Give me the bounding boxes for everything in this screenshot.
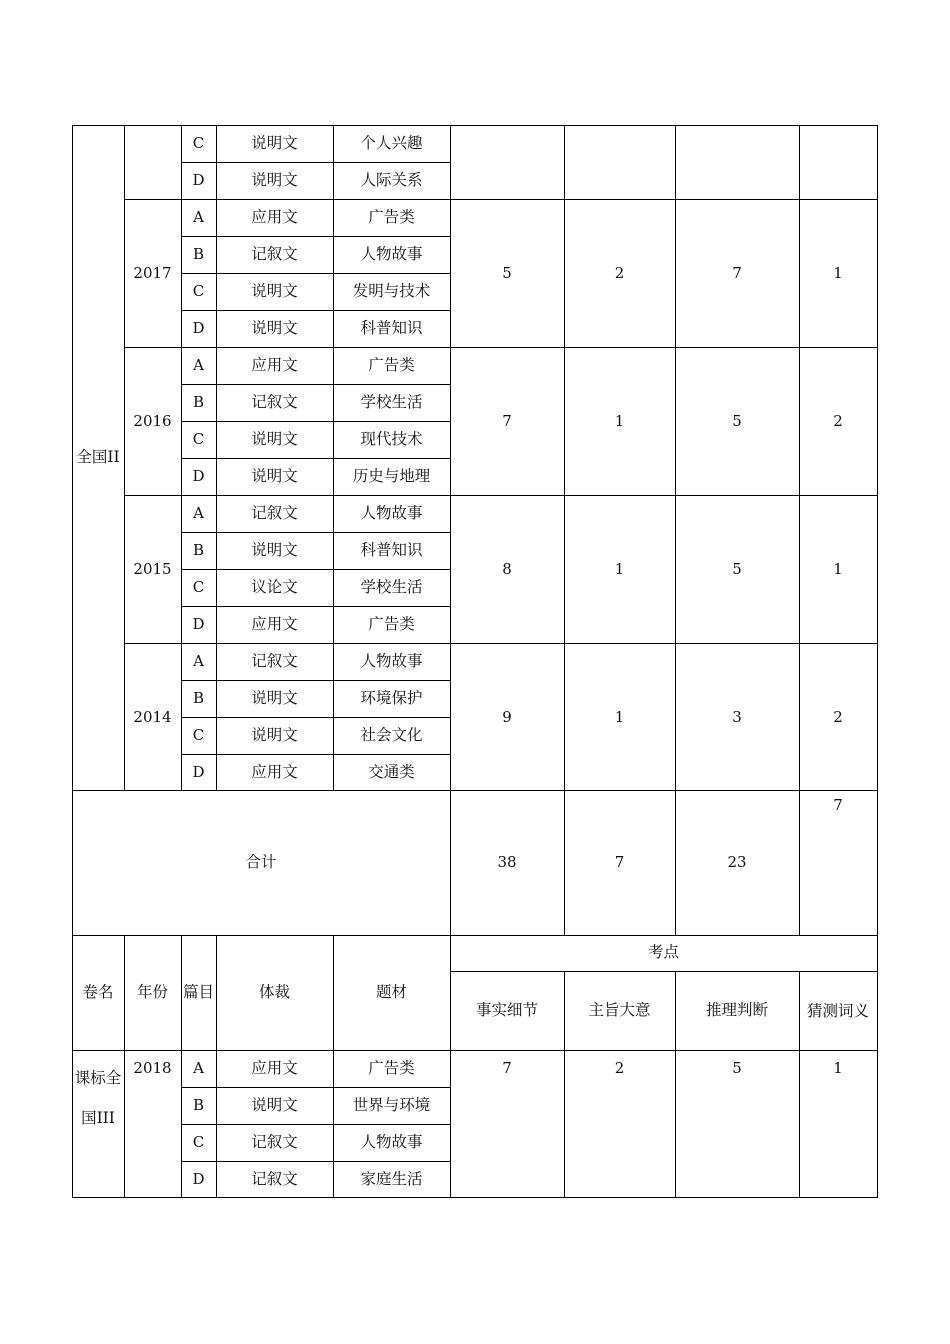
inference-count: 5 xyxy=(732,1059,742,1077)
total-main-idea: 7 xyxy=(614,853,625,871)
main-idea-count: 2 xyxy=(614,263,625,282)
piece-cell: B xyxy=(192,541,205,559)
piece-cell: C xyxy=(192,134,205,152)
fact-detail-count: 9 xyxy=(502,707,512,726)
topic-cell: 学校生活 xyxy=(360,577,423,596)
genre-cell: 说明文 xyxy=(251,466,298,485)
genre-cell: 应用文 xyxy=(251,1058,298,1077)
header-word-guess: 猜测词义 xyxy=(807,1001,870,1020)
genre-cell: 记叙文 xyxy=(251,651,298,670)
genre-cell: 说明文 xyxy=(251,281,298,300)
paper-name-cell: 全国II xyxy=(76,448,120,467)
main-idea-count: 1 xyxy=(614,411,625,430)
piece-cell: C xyxy=(192,430,205,448)
fact-detail-count: 7 xyxy=(502,411,512,430)
topic-cell: 人物故事 xyxy=(360,651,423,670)
topic-cell: 人际关系 xyxy=(360,170,423,189)
header-inference: 推理判断 xyxy=(705,1000,768,1019)
genre-cell: 说明文 xyxy=(251,725,298,744)
word-guess-count: 2 xyxy=(833,411,843,430)
genre-cell: 记叙文 xyxy=(251,244,298,263)
piece-cell: D xyxy=(192,1170,205,1188)
fact-detail-count: 5 xyxy=(502,263,512,282)
word-guess-count: 2 xyxy=(833,707,843,726)
total-fact-detail: 38 xyxy=(497,853,517,871)
topic-cell: 学校生活 xyxy=(360,392,423,411)
genre-cell: 说明文 xyxy=(251,1095,298,1114)
genre-cell: 应用文 xyxy=(251,762,298,781)
piece-cell: C xyxy=(192,578,205,596)
genre-cell: 记叙文 xyxy=(251,1132,298,1151)
topic-cell: 广告类 xyxy=(368,207,415,226)
topic-cell: 世界与环境 xyxy=(352,1095,431,1114)
genre-cell: 说明文 xyxy=(251,133,298,152)
word-guess-count: 1 xyxy=(833,1059,843,1077)
piece-cell: B xyxy=(192,1096,205,1114)
topic-cell: 人物故事 xyxy=(360,244,423,263)
topic-cell: 广告类 xyxy=(368,1058,415,1077)
inference-count: 5 xyxy=(732,411,742,430)
genre-cell: 记叙文 xyxy=(251,503,298,522)
header-piece: 篇目 xyxy=(182,982,214,1001)
main-idea-count: 1 xyxy=(614,707,625,726)
piece-cell: A xyxy=(193,208,204,226)
inference-count: 5 xyxy=(732,559,742,578)
word-guess-count: 1 xyxy=(833,263,843,282)
piece-cell: B xyxy=(192,689,205,707)
year-cell: 2016 xyxy=(133,411,172,430)
header-year: 年份 xyxy=(136,982,168,1001)
fact-detail-count: 8 xyxy=(502,559,512,578)
genre-cell: 议论文 xyxy=(251,577,298,596)
topic-cell: 家庭生活 xyxy=(360,1169,423,1188)
word-guess-count: 1 xyxy=(833,559,843,578)
piece-cell: A xyxy=(193,652,204,670)
piece-cell: C xyxy=(192,282,205,300)
piece-cell: D xyxy=(192,171,205,189)
genre-cell: 记叙文 xyxy=(251,1169,298,1188)
genre-cell: 说明文 xyxy=(251,429,298,448)
piece-cell: B xyxy=(192,245,205,263)
piece-cell: A xyxy=(193,1059,204,1077)
topic-cell: 社会文化 xyxy=(360,725,423,744)
piece-cell: C xyxy=(192,726,205,744)
topic-cell: 广告类 xyxy=(368,614,415,633)
topic-cell: 历史与地理 xyxy=(352,466,431,485)
piece-cell: D xyxy=(192,319,205,337)
genre-cell: 说明文 xyxy=(251,170,298,189)
genre-cell: 记叙文 xyxy=(251,392,298,411)
piece-cell: D xyxy=(192,615,205,633)
grid-line xyxy=(877,125,878,936)
header-topic: 题材 xyxy=(375,982,407,1001)
topic-cell: 科普知识 xyxy=(360,540,423,559)
grid-line xyxy=(877,935,878,1198)
topic-cell: 现代技术 xyxy=(360,429,423,448)
total-word-guess: 7 xyxy=(833,796,843,814)
year-cell: 2018 xyxy=(133,1059,172,1077)
piece-cell: C xyxy=(192,1133,205,1151)
header-main-idea: 主旨大意 xyxy=(588,1000,651,1019)
header-test-points: 考点 xyxy=(647,943,679,962)
header-fact-detail: 事实细节 xyxy=(475,1000,538,1019)
genre-cell: 应用文 xyxy=(251,207,298,226)
topic-cell: 广告类 xyxy=(368,355,415,374)
genre-cell: 说明文 xyxy=(251,688,298,707)
year-cell: 2017 xyxy=(133,263,172,282)
piece-cell: D xyxy=(192,763,205,781)
main-idea-count: 1 xyxy=(614,559,625,578)
inference-count: 3 xyxy=(732,707,742,726)
piece-cell: D xyxy=(192,467,205,485)
year-cell: 2015 xyxy=(133,559,172,578)
inference-count: 7 xyxy=(732,263,742,282)
genre-cell: 说明文 xyxy=(251,318,298,337)
main-idea-count: 2 xyxy=(614,1059,625,1077)
piece-cell: A xyxy=(193,356,204,374)
topic-cell: 人物故事 xyxy=(360,1132,423,1151)
total-label: 合计 xyxy=(245,852,277,871)
fact-detail-count: 7 xyxy=(502,1059,512,1077)
topic-cell: 个人兴趣 xyxy=(360,133,423,152)
genre-cell: 应用文 xyxy=(251,355,298,374)
topic-cell: 人物故事 xyxy=(360,503,423,522)
header-genre: 体裁 xyxy=(258,982,290,1001)
paper-name-cell: 课标全国III xyxy=(74,1069,122,1127)
header-paper: 卷名 xyxy=(82,982,114,1001)
piece-cell: B xyxy=(192,393,205,411)
topic-cell: 发明与技术 xyxy=(352,281,431,300)
year-cell: 2014 xyxy=(133,707,172,726)
piece-cell: A xyxy=(193,504,204,522)
topic-cell: 环境保护 xyxy=(360,688,423,707)
genre-cell: 说明文 xyxy=(251,540,298,559)
total-inference: 23 xyxy=(727,853,747,871)
topic-cell: 交通类 xyxy=(368,762,415,781)
genre-cell: 应用文 xyxy=(251,614,298,633)
topic-cell: 科普知识 xyxy=(360,318,423,337)
